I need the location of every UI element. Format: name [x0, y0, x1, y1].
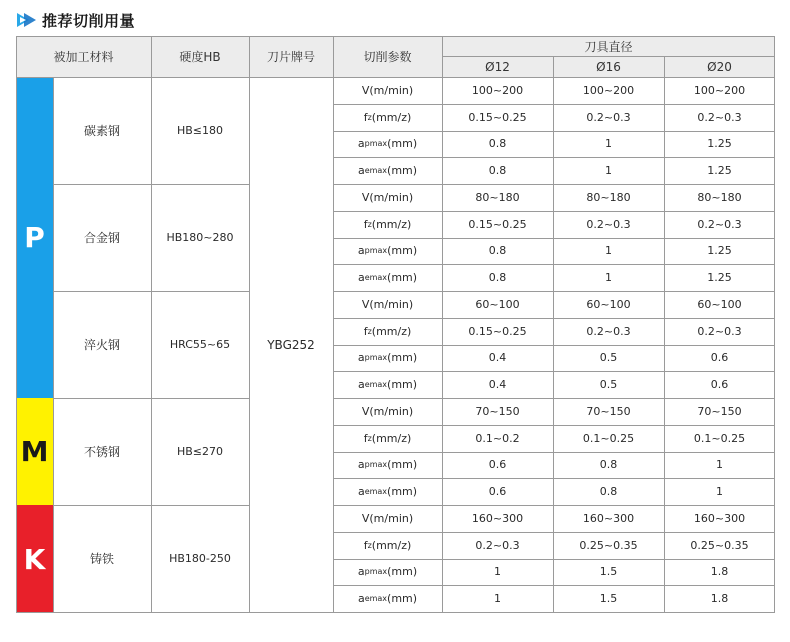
- grid-line: [664, 56, 665, 613]
- value-cell: 0.2~0.3: [697, 324, 742, 338]
- value-cell: 0.6: [710, 378, 729, 392]
- grid-line: [442, 36, 443, 613]
- param-sub: pmax: [364, 353, 388, 363]
- param-sub: z: [367, 219, 372, 229]
- param-unit: (mm): [387, 137, 418, 151]
- param-sub: pmax: [364, 567, 388, 577]
- grid-line: [333, 585, 775, 586]
- value-cell: 80~180: [475, 190, 520, 204]
- grid-line: [16, 36, 17, 613]
- grid-line: [333, 291, 775, 292]
- param-sub: emax: [364, 487, 388, 497]
- value-cell: 0.1~0.2: [475, 431, 520, 445]
- param-unit: (mm): [387, 271, 418, 285]
- value-cell: 1: [716, 485, 723, 499]
- page-title: 推荐切削用量: [42, 11, 136, 30]
- param-base: a: [357, 592, 365, 606]
- param-sub: emax: [364, 380, 388, 390]
- param-unit: (mm): [387, 244, 418, 258]
- param-label-fz: [333, 425, 442, 452]
- value-cell: 1.25: [707, 164, 732, 178]
- value-cell: 1.8: [710, 565, 729, 579]
- value-cell: 0.8: [488, 137, 507, 151]
- header-diameter-20: Ø20: [664, 56, 775, 77]
- material-name: 合金钢: [83, 231, 120, 245]
- value-cell: 1: [605, 164, 612, 178]
- param-label-ap: [333, 559, 442, 586]
- value-cell: 0.4: [488, 378, 507, 392]
- grid-line: [333, 505, 775, 506]
- value-cell: 60~100: [586, 297, 631, 311]
- param-unit: (mm/z): [371, 538, 412, 552]
- value-cell: 0.2~0.3: [586, 217, 631, 231]
- value-cell: 70~150: [586, 404, 631, 418]
- grid-line: [333, 36, 334, 613]
- triangle-arrows-icon: [16, 12, 38, 28]
- value-cell: 0.8: [488, 244, 507, 258]
- param-sub: z: [367, 326, 372, 336]
- param-label-v: V(m/min): [361, 190, 414, 204]
- value-cell: 80~180: [586, 190, 631, 204]
- section-header: [16, 8, 135, 32]
- grid-line: [16, 77, 775, 78]
- param-base: a: [357, 351, 365, 365]
- value-cell: 0.15~0.25: [468, 217, 527, 231]
- category-p: P: [16, 77, 53, 398]
- grid-line: [249, 36, 250, 613]
- grid-line: [333, 157, 775, 158]
- hardness-value: HRC55~65: [169, 338, 231, 351]
- value-cell: 0.1~0.25: [582, 431, 635, 445]
- param-base: f: [363, 431, 368, 445]
- param-label-ap: [333, 131, 442, 158]
- grid-line: [53, 77, 54, 613]
- param-base: a: [357, 271, 365, 285]
- grid-line: [333, 318, 775, 319]
- value-cell: 100~200: [471, 83, 524, 97]
- param-base: a: [357, 244, 365, 258]
- value-cell: 1.25: [707, 271, 732, 285]
- param-sub: emax: [364, 166, 388, 176]
- param-unit: (mm): [387, 565, 418, 579]
- param-sub: z: [367, 540, 372, 550]
- param-base: a: [357, 458, 365, 472]
- param-unit: (mm/z): [371, 431, 412, 445]
- param-unit: (mm): [387, 164, 418, 178]
- param-label-ae: [333, 478, 442, 505]
- param-sub: emax: [364, 273, 388, 283]
- hardness-value: HB180-250: [169, 552, 231, 565]
- value-cell: 100~200: [582, 83, 635, 97]
- grid-line: [774, 36, 775, 613]
- value-cell: 0.1~0.25: [693, 431, 746, 445]
- value-cell: 60~100: [697, 297, 742, 311]
- param-base: f: [363, 110, 368, 124]
- param-sub: z: [367, 433, 372, 443]
- value-cell: 160~300: [471, 511, 524, 525]
- grid-line: [333, 264, 775, 265]
- value-cell: 0.25~0.35: [579, 538, 638, 552]
- param-unit: (mm): [387, 592, 418, 606]
- param-sub: pmax: [364, 139, 388, 149]
- value-cell: 100~200: [693, 83, 746, 97]
- value-cell: 70~150: [697, 404, 742, 418]
- grid-line: [333, 371, 775, 372]
- param-unit: (mm): [387, 485, 418, 499]
- grid-line: [333, 131, 775, 132]
- param-unit: (mm): [387, 351, 418, 365]
- param-base: a: [357, 378, 365, 392]
- grid-line: [333, 452, 775, 453]
- param-base: f: [363, 324, 368, 338]
- param-label-ap: [333, 238, 442, 265]
- param-unit: (mm/z): [371, 217, 412, 231]
- grid-line: [333, 184, 775, 185]
- value-cell: 0.2~0.3: [697, 217, 742, 231]
- param-unit: (mm/z): [371, 324, 412, 338]
- header-diameter-16: Ø16: [553, 56, 664, 77]
- value-cell: 70~150: [475, 404, 520, 418]
- param-base: a: [357, 565, 365, 579]
- param-base: f: [363, 538, 368, 552]
- param-label-v: V(m/min): [361, 83, 414, 97]
- param-label-ae: [333, 585, 442, 612]
- value-cell: 1.5: [599, 565, 618, 579]
- value-cell: 80~180: [697, 190, 742, 204]
- grid-line: [53, 505, 249, 506]
- value-cell: 1: [716, 458, 723, 472]
- grid-line: [333, 559, 775, 560]
- param-label-v: V(m/min): [361, 297, 414, 311]
- param-unit: (mm): [387, 378, 418, 392]
- category-k: K: [16, 505, 53, 613]
- value-cell: 1.25: [707, 137, 732, 151]
- value-cell: 0.5: [599, 378, 618, 392]
- material-name: 铸铁: [89, 552, 114, 566]
- value-cell: 160~300: [693, 511, 746, 525]
- param-label-fz: [333, 318, 442, 345]
- grid-line: [16, 612, 775, 613]
- value-cell: 0.6: [488, 485, 507, 499]
- value-cell: 1: [605, 244, 612, 258]
- category-m: M: [16, 398, 53, 505]
- cutting-parameters-table: [16, 36, 775, 613]
- param-base: a: [357, 164, 365, 178]
- header-blade-grade: 刀片牌号: [249, 36, 333, 77]
- param-label-ap: [333, 345, 442, 372]
- value-cell: 1: [494, 592, 501, 606]
- header-tool-diameter: 刀具直径: [442, 36, 775, 56]
- param-base: a: [357, 137, 365, 151]
- header-cutting-params: 切削参数: [333, 36, 442, 77]
- param-sub: pmax: [364, 246, 388, 256]
- grid-line: [333, 211, 775, 212]
- grid-line: [53, 184, 249, 185]
- param-label-v: V(m/min): [361, 404, 414, 418]
- hardness-value: HB≤180: [176, 124, 224, 137]
- value-cell: 1: [605, 271, 612, 285]
- blade-grade: YBG252: [267, 338, 315, 352]
- grid-line: [53, 398, 249, 399]
- grid-line: [16, 36, 775, 37]
- value-cell: 0.4: [488, 351, 507, 365]
- param-label-fz: [333, 104, 442, 131]
- param-sub: z: [367, 112, 372, 122]
- value-cell: 0.6: [488, 458, 507, 472]
- value-cell: 160~300: [582, 511, 635, 525]
- grid-line: [333, 398, 775, 399]
- grid-line: [53, 291, 249, 292]
- grid-line: [333, 532, 775, 533]
- grid-line: [442, 56, 775, 57]
- value-cell: 1: [494, 565, 501, 579]
- hardness-value: HB180~280: [166, 231, 234, 244]
- param-label-ae: [333, 371, 442, 398]
- value-cell: 0.25~0.35: [690, 538, 749, 552]
- value-cell: 1.25: [707, 244, 732, 258]
- value-cell: 60~100: [475, 297, 520, 311]
- hardness-value: HB≤270: [176, 445, 224, 458]
- material-name: 不锈钢: [83, 445, 120, 459]
- value-cell: 1: [605, 137, 612, 151]
- value-cell: 0.2~0.3: [475, 538, 520, 552]
- value-cell: 0.6: [710, 351, 729, 365]
- param-label-v: V(m/min): [361, 511, 414, 525]
- value-cell: 0.15~0.25: [468, 324, 527, 338]
- param-label-ap: [333, 452, 442, 479]
- header-diameter-12: Ø12: [442, 56, 553, 77]
- material-name: 淬火钢: [83, 338, 120, 352]
- param-unit: (mm/z): [371, 110, 412, 124]
- grid-line: [333, 478, 775, 479]
- param-base: a: [357, 485, 365, 499]
- header-hardness: 硬度HB: [151, 36, 249, 77]
- grid-line: [333, 104, 775, 105]
- grid-line: [151, 36, 152, 613]
- value-cell: 0.8: [488, 164, 507, 178]
- param-label-ae: [333, 157, 442, 184]
- value-cell: 0.8: [599, 458, 618, 472]
- header-material: 被加工材料: [16, 36, 151, 77]
- param-label-fz: [333, 211, 442, 238]
- value-cell: 0.8: [599, 485, 618, 499]
- value-cell: 0.2~0.3: [697, 110, 742, 124]
- param-label-ae: [333, 264, 442, 291]
- value-cell: 1.5: [599, 592, 618, 606]
- value-cell: 1.8: [710, 592, 729, 606]
- value-cell: 0.8: [488, 271, 507, 285]
- grid-line: [553, 56, 554, 613]
- grid-line: [333, 425, 775, 426]
- param-base: f: [363, 217, 368, 231]
- param-sub: emax: [364, 594, 388, 604]
- grid-line: [333, 238, 775, 239]
- value-cell: 0.2~0.3: [586, 110, 631, 124]
- value-cell: 0.2~0.3: [586, 324, 631, 338]
- value-cell: 0.15~0.25: [468, 110, 527, 124]
- value-cell: 0.5: [599, 351, 618, 365]
- grid-line: [333, 345, 775, 346]
- param-sub: pmax: [364, 460, 388, 470]
- param-label-fz: [333, 532, 442, 559]
- param-unit: (mm): [387, 458, 418, 472]
- material-name: 碳素钢: [83, 124, 120, 138]
